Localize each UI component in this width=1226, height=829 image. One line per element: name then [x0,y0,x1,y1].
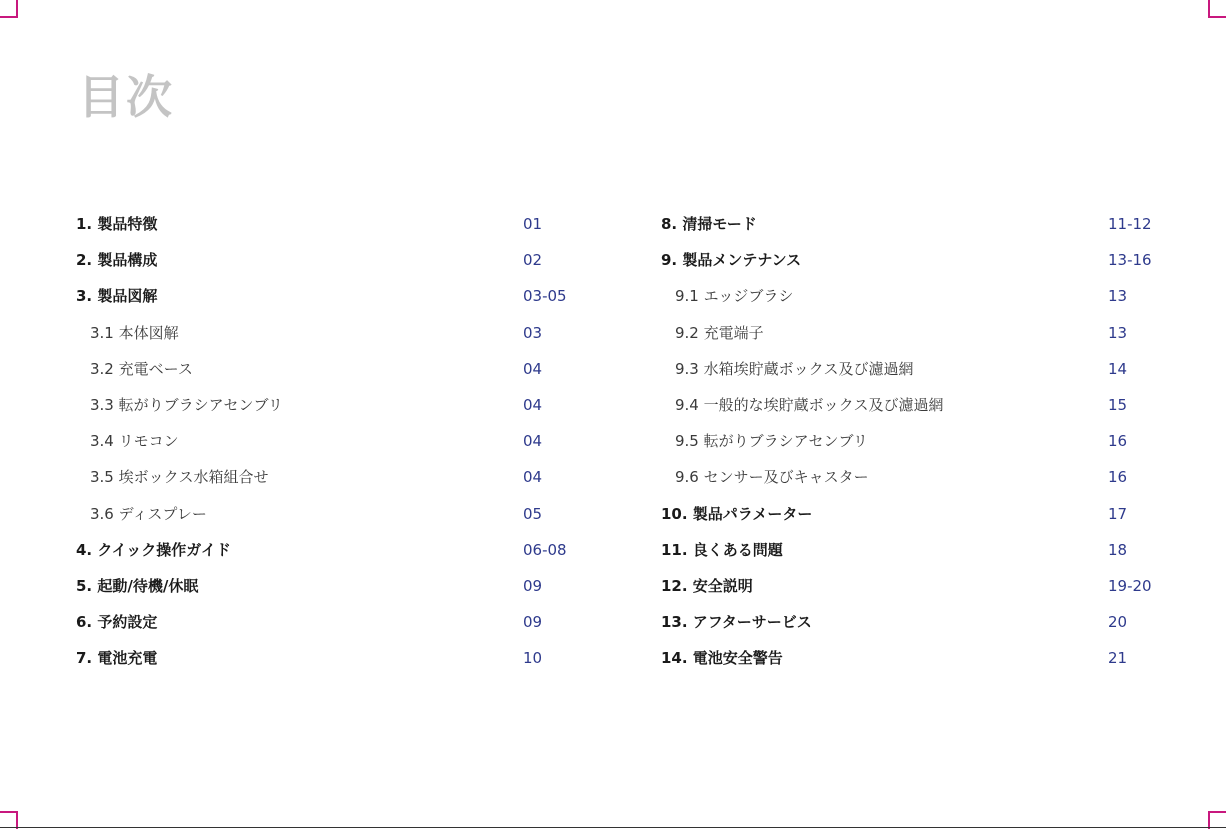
toc-entry[interactable] [76,206,566,242]
toc-entry[interactable] [661,640,1151,676]
toc-entry[interactable] [661,459,1151,495]
toc-entry-page: 19-20 [1108,576,1152,595]
toc-entry-page: 18 [1108,540,1128,559]
toc-entry-page: 01 [523,215,543,233]
toc-entry[interactable] [76,640,566,676]
toc-right-column [661,206,1151,676]
toc-entry-label: 3.6 ディスプレー [90,504,207,523]
crop-mark-top-right [1208,0,1226,18]
toc-entry[interactable] [76,387,566,423]
toc-entry-label: 9.5 転がりブラシアセンブリ [675,432,868,451]
toc-entry-label: 3. 製品図解 [76,287,158,306]
toc-entry-page: 14 [1108,359,1128,378]
toc-entry-label: 5. 起動/待機/休眠 [76,576,199,595]
toc-entry-label: 7. 電池充電 [76,649,158,668]
toc-entry[interactable] [76,459,566,495]
toc-entry-page: 20 [1108,613,1128,632]
toc-entry-label: 10. 製品パラメーター [661,504,813,523]
toc-entry-label: 11. 良くある問題 [661,540,783,559]
toc-entry-label: 9.4 一般的な埃貯蔵ボックス及び濾過網 [675,395,944,414]
toc-entry-page: 21 [1108,649,1128,668]
toc-entry[interactable] [661,568,1151,604]
toc-entry[interactable] [661,206,1151,242]
toc-left-column [76,206,566,676]
page-title: 目次 [78,70,174,124]
toc-entry[interactable] [661,387,1151,423]
toc-entry[interactable] [76,315,566,351]
toc-entry-label: 3.3 転がりブラシアセンブリ [90,395,283,414]
toc-entry[interactable] [76,242,566,278]
toc-entry[interactable] [76,604,566,640]
toc-entry-page: 05 [523,504,543,523]
toc-entry-label: 8. 清掃モード [661,215,757,233]
toc-entry[interactable] [76,568,566,604]
toc-entry-label: 3.5 埃ボックス水箱組合せ [90,468,269,487]
toc-entry-label: 3.2 充電ベース [90,359,193,378]
toc-entry-label: 9.6 センサー及びキャスター [675,468,869,487]
toc-entry-page: 03 [523,323,543,342]
toc-entry[interactable] [76,532,566,568]
toc-entry[interactable] [661,242,1151,278]
toc-entry-label: 3.4 リモコン [90,432,179,451]
toc-entry-label: 3.1 本体図解 [90,323,179,342]
toc-entry-page: 04 [523,395,543,414]
toc-entry-page: 09 [523,576,543,595]
toc-entry-page: 11-12 [1108,215,1152,233]
toc-entry-page: 16 [1108,468,1128,487]
toc-entry-page: 10 [523,649,543,668]
toc-entry-label: 12. 安全説明 [661,576,753,595]
toc-entry-label: 1. 製品特徴 [76,215,158,233]
toc-entry-page: 15 [1108,395,1128,414]
toc-entry[interactable] [661,604,1151,640]
toc-entry-page: 13 [1108,323,1128,342]
toc-entry-label: 9. 製品メンテナンス [661,251,802,270]
toc-entry-label: 2. 製品構成 [76,251,158,270]
toc-entry-label: 14. 電池安全警告 [661,649,783,668]
toc-entry[interactable] [76,351,566,387]
bottom-rule [0,827,1226,828]
toc-entry-page: 13-16 [1108,251,1152,270]
toc-entry-page: 03-05 [523,287,567,306]
toc-entry-page: 13 [1108,287,1128,306]
toc-entry-label: 9.2 充電端子 [675,323,764,342]
toc-entry[interactable] [76,423,566,459]
toc-entry-label: 4. クイック操作ガイド [76,540,231,559]
toc-entry-page: 04 [523,359,543,378]
toc-entry-page: 04 [523,432,543,451]
toc-entry[interactable] [661,351,1151,387]
toc-entry[interactable] [661,423,1151,459]
toc-entry-page: 06-08 [523,540,567,559]
toc-entry[interactable] [76,496,566,532]
toc-entry-label: 9.3 水箱埃貯蔵ボックス及び濾過網 [675,359,914,378]
toc-entry[interactable] [76,278,566,314]
toc-entry-page: 02 [523,251,543,270]
toc-entry-page: 17 [1108,504,1128,523]
toc-entry-label: 13. アフターサービス [661,613,812,632]
toc-entry[interactable] [661,315,1151,351]
toc-entry[interactable] [661,278,1151,314]
toc-entry-page: 04 [523,468,543,487]
crop-mark-top-left [0,0,18,18]
toc-entry[interactable] [661,496,1151,532]
toc-entry-page: 16 [1108,432,1128,451]
toc-entry-label: 9.1 エッジブラシ [675,287,794,306]
toc-entry-page: 09 [523,613,543,632]
toc-entry[interactable] [661,532,1151,568]
toc-entry-label: 6. 予約設定 [76,613,158,632]
